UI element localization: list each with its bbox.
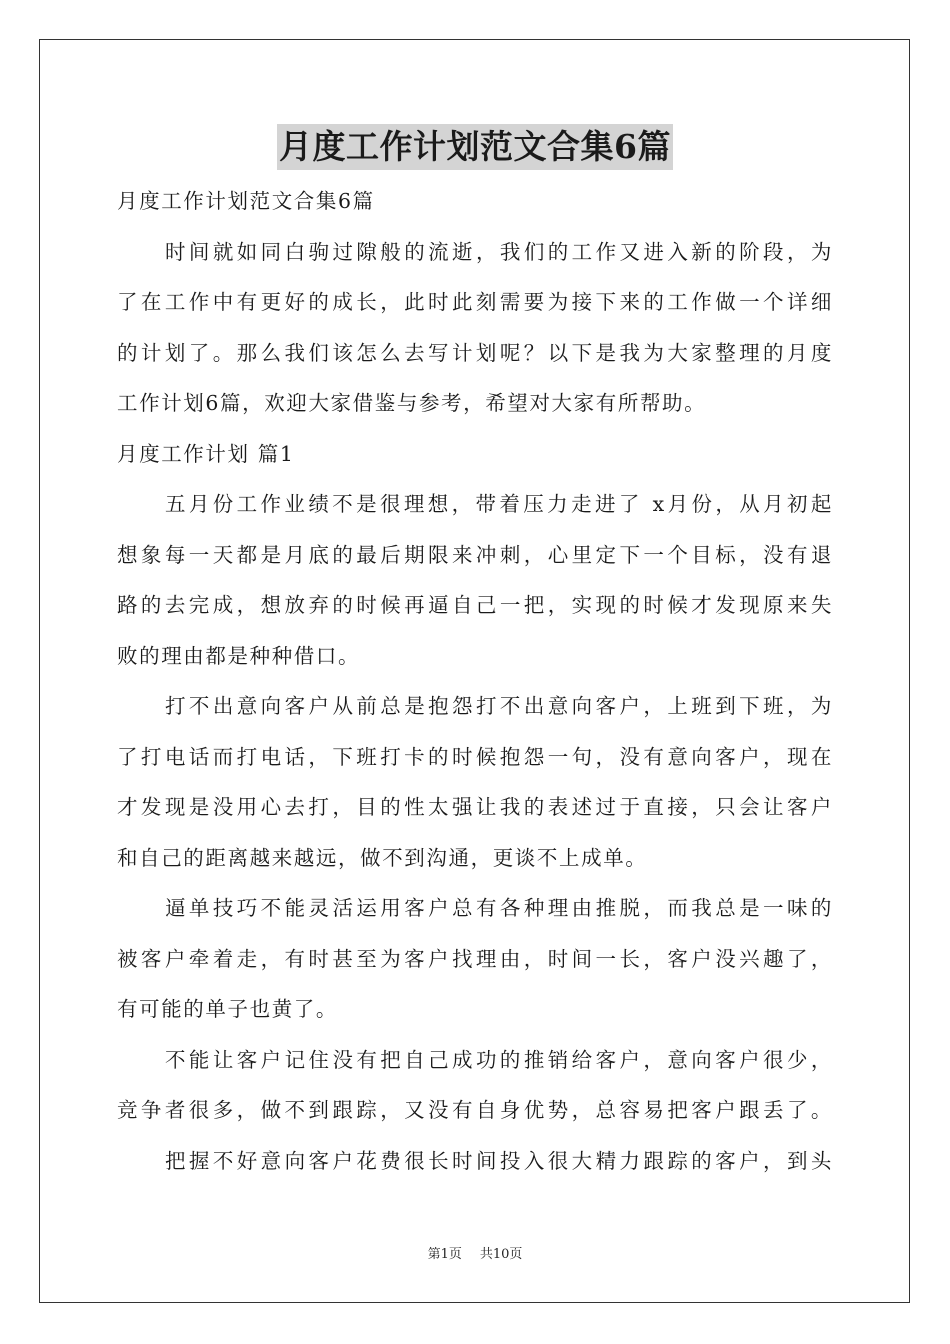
page-total: 共10页 bbox=[479, 1247, 523, 1262]
text-line: 才发现是没用心去打，目的性太强让我的表述过于直接，只会让客户 bbox=[117, 795, 833, 819]
text-line: 月度工作计划范文合集6篇 bbox=[117, 189, 375, 213]
text-line: 和自己的距离越来越远，做不到沟通，更谈不上成单。 bbox=[117, 845, 648, 870]
text-line: 路的去完成，想放弃的时候再逼自己一把，实现的时候才发现原来失 bbox=[117, 593, 833, 617]
text-line: 时间就如同白驹过隙般的流逝，我们的工作又进入新的阶段，为 bbox=[165, 239, 833, 264]
document-body bbox=[117, 176, 833, 1186]
text-line: 月度工作计划 篇1 bbox=[117, 441, 295, 466]
text-line: 不能让客户记住没有把自己成功的推销给客户，意向客户很少， bbox=[165, 1047, 833, 1072]
text-line: 逼单技巧不能灵活运用客户总有各种理由推脱，而我总是一味的 bbox=[165, 896, 833, 920]
text-line: 竞争者很多，做不到跟踪，又没有自身优势，总容易把客户跟丢了。 bbox=[117, 1098, 833, 1122]
text-line: 了在工作中有更好的成长，此时此刻需要为接下来的工作做一个详细 bbox=[117, 290, 833, 314]
text-line: 败的理由都是种种借口。 bbox=[117, 643, 361, 668]
text-line: 了打电话而打电话，下班打卡的时候抱怨一句，没有意向客户，现在 bbox=[117, 744, 833, 769]
page-footer bbox=[0, 1246, 950, 1264]
page-number: 第1页 bbox=[427, 1247, 462, 1262]
text-line: 把握不好意向客户花费很长时间投入很大精力跟踪的客户，到头 bbox=[165, 1148, 833, 1173]
text-line: 打不出意向客户从前总是抱怨打不出意向客户，上班到下班，为 bbox=[165, 694, 833, 718]
text-line: 五月份工作业绩不是很理想，带着压力走进了 x月份，从月初起 bbox=[165, 492, 833, 516]
text-line: 工作计划6篇，欢迎大家借鉴与参考，希望对大家有所帮助。 bbox=[117, 391, 707, 415]
title-container bbox=[0, 124, 950, 170]
text-line: 有可能的单子也黄了。 bbox=[117, 997, 338, 1021]
text-line: 想象每一天都是月底的最后期限来冲刺，心里定下一个目标，没有退 bbox=[117, 542, 833, 567]
text-line: 被客户牵着走，有时甚至为客户找理由，时间一长，客户没兴趣了， bbox=[117, 946, 833, 971]
document-title: 月度工作计划范文合集6篇 bbox=[277, 124, 673, 170]
text-line: 的计划了。那么我们该怎么去写计划呢？以下是我为大家整理的月度 bbox=[117, 340, 833, 365]
